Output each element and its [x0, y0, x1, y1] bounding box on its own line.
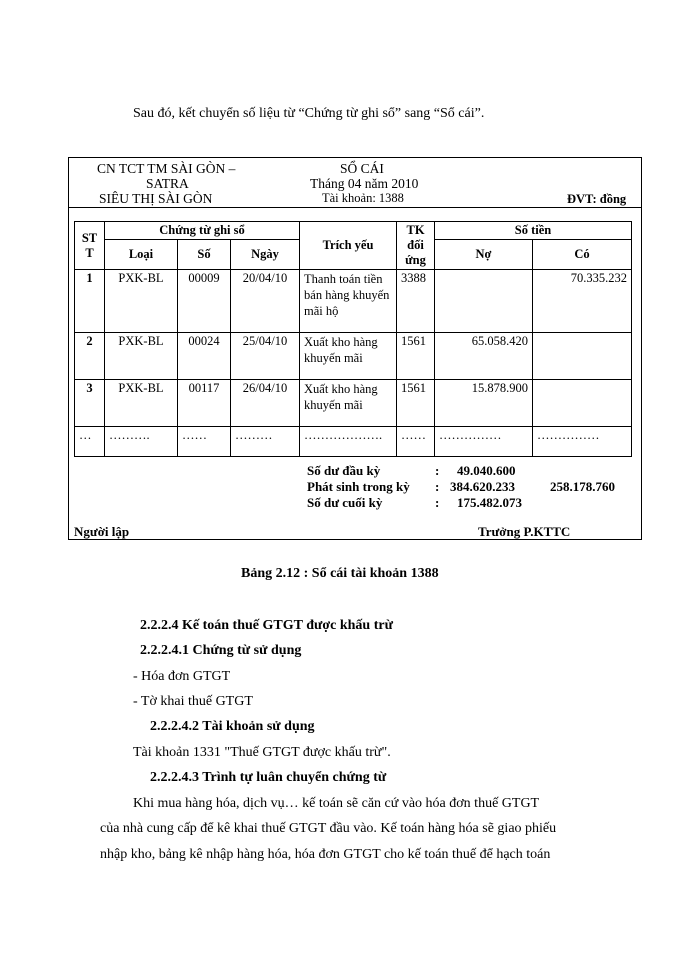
table-row-ellipsis — [75, 427, 632, 457]
company-line-3: SIÊU THỊ SÀI GÒN — [99, 191, 213, 206]
prepared-by: Người lập — [74, 524, 130, 539]
row-type: PXK-BL — [105, 333, 178, 380]
company-line-2: SATRA — [146, 176, 189, 191]
company-line-1: CN TCT TM SÀI GÒN – — [97, 161, 236, 176]
table-row — [75, 380, 632, 427]
paragraph-line-3: nhập kho, bảng kê nhập hàng hóa, hóa đơn GTGT cho kế toán thuế để hạch toán — [100, 847, 551, 862]
opening-balance-debit: 49.040.600 — [457, 463, 516, 478]
header-debit: Nợ — [435, 240, 533, 270]
period-activity-debit: 384.620.233 — [450, 479, 515, 494]
header-divider — [68, 207, 642, 208]
row-number: 00117 — [178, 380, 231, 427]
section-heading-22242: 2.2.2.4.2 Tài khoản sử dụng — [150, 719, 315, 734]
row-type: PXK-BL — [105, 380, 178, 427]
row-account: 3388 — [397, 270, 435, 333]
header-number: Số — [178, 240, 231, 270]
header-credit: Có — [533, 240, 632, 270]
row-description: Xuất kho hàng khuyến mãi — [300, 333, 397, 380]
row-date: 25/04/10 — [231, 333, 300, 380]
row-type: PXK-BL — [105, 270, 178, 333]
table-row — [75, 270, 632, 333]
row-number: 00024 — [178, 333, 231, 380]
row-description: ………………. — [300, 427, 397, 457]
row-credit: 70.335.232 — [533, 270, 632, 333]
row-account: …… — [397, 427, 435, 457]
row-stt: 2 — [75, 333, 105, 380]
ledger-title: SỔ CÁI — [340, 161, 384, 176]
paragraph-line-1: Khi mua hàng hóa, dịch vụ… kế toán sẽ căn cứ vào hóa đơn thuế GTGT — [133, 796, 540, 811]
document-item-declaration: - Tờ khai thuế GTGT — [133, 694, 253, 709]
unit-label: ĐVT: đồng — [567, 192, 627, 206]
row-debit: 65.058.420 — [435, 333, 533, 380]
row-number: 00009 — [178, 270, 231, 333]
table-row — [75, 333, 632, 380]
section-heading-22241: 2.2.2.4.1 Chứng từ sử dụng — [140, 643, 302, 658]
row-credit: …………… — [533, 427, 632, 457]
row-debit: 15.878.900 — [435, 380, 533, 427]
header-amount-group: Số tiền — [435, 222, 632, 240]
header-contra-account: TK đối ứng — [397, 222, 435, 270]
row-credit — [533, 380, 632, 427]
row-description: Thanh toán tiền bán hàng khuyến mãi hộ — [300, 270, 397, 333]
row-account: 1561 — [397, 333, 435, 380]
row-date: 20/04/10 — [231, 270, 300, 333]
ledger-table — [74, 221, 632, 457]
row-stt: 3 — [75, 380, 105, 427]
closing-balance-label: Số dư cuối kỳ — [307, 495, 383, 510]
intro-sentence: Sau đó, kết chuyển số liệu từ “Chứng từ ghi sổ” sang “Sổ cái”. — [133, 106, 485, 121]
period-activity-label: Phát sinh trong kỳ — [307, 479, 410, 494]
period-activity-credit: 258.178.760 — [550, 479, 615, 494]
table-caption: Bảng 2.12 : Sổ cái tài khoản 1388 — [241, 566, 439, 581]
header-description: Trích yếu — [300, 222, 397, 270]
account-description: Tài khoản 1331 "Thuế GTGT được khấu trừ". — [133, 745, 391, 760]
row-debit — [435, 270, 533, 333]
closing-colon: : — [435, 495, 440, 510]
row-stt: … — [75, 427, 105, 457]
header-stt: ST T — [75, 222, 105, 270]
row-description: Xuất kho hàng khuyến mãi — [300, 380, 397, 427]
paragraph-line-2: của nhà cung cấp để kê khai thuế GTGT đầu vào. Kế toán hàng hóa sẽ giao phiếu — [100, 821, 557, 836]
ledger-account: Tài khoản: 1388 — [322, 191, 404, 205]
opening-colon: : — [435, 463, 440, 478]
row-account: 1561 — [397, 380, 435, 427]
section-heading-22243: 2.2.2.4.3 Trình tự luân chuyển chứng từ — [150, 770, 387, 785]
header-date: Ngày — [231, 240, 300, 270]
row-credit — [533, 333, 632, 380]
document-item-invoice: - Hóa đơn GTGT — [133, 669, 231, 684]
closing-balance-debit: 175.482.073 — [457, 495, 522, 510]
opening-balance-label: Số dư đầu kỳ — [307, 463, 381, 478]
header-type: Loại — [105, 240, 178, 270]
row-date: ……… — [231, 427, 300, 457]
section-heading-2224: 2.2.2.4 Kế toán thuế GTGT được khấu trừ — [140, 618, 393, 633]
row-date: 26/04/10 — [231, 380, 300, 427]
ledger-period: Tháng 04 năm 2010 — [310, 176, 419, 191]
department-head: Trưởng P.KTTC — [478, 524, 571, 539]
row-debit: …………… — [435, 427, 533, 457]
row-number: …… — [178, 427, 231, 457]
row-stt: 1 — [75, 270, 105, 333]
row-type: ………. — [105, 427, 178, 457]
header-voucher-group: Chứng từ ghi sổ — [105, 222, 300, 240]
period-colon: : — [435, 479, 440, 494]
